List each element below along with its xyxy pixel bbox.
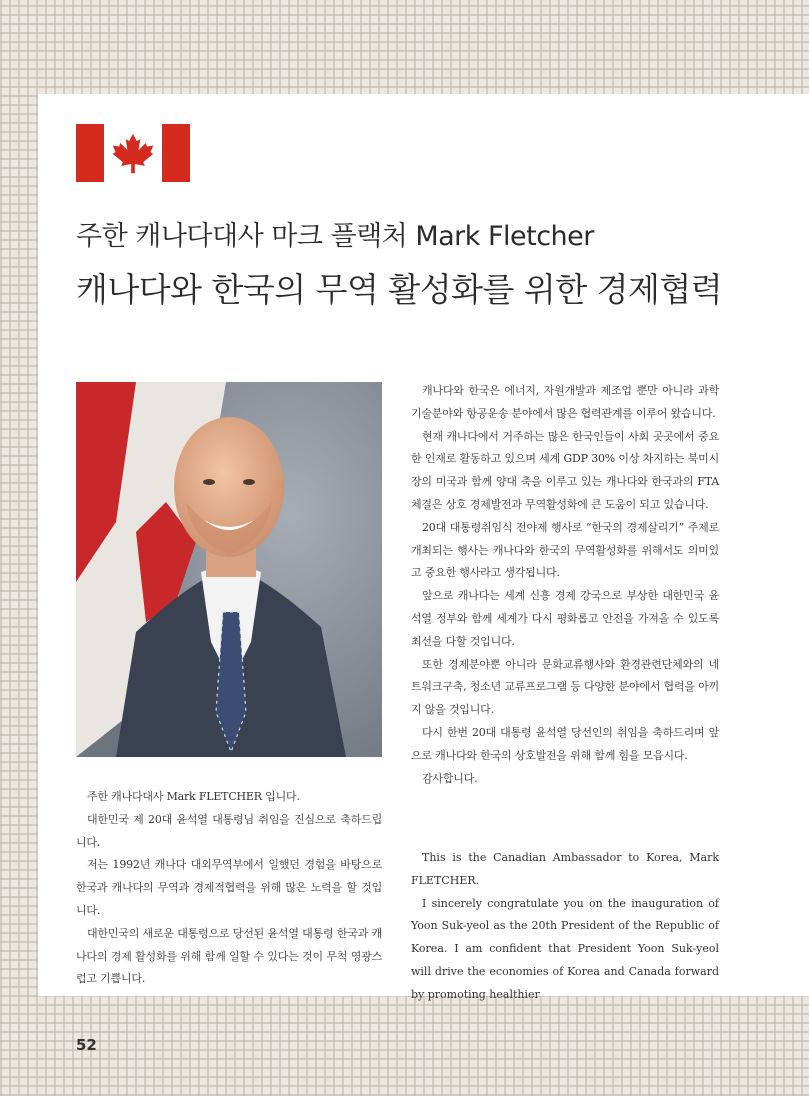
paragraph: 또한 경제분야뿐 아니라 문화교류행사와 환경관련단체와의 네트워크구축, 청소년 교류프로그램 등 다양한 분야에서 협력을 아끼지 않을 것입니다.: [411, 657, 719, 717]
paragraph: 대한민국의 새로운 대통령으로 당선된 윤석열 대통령 한국과 캐나다의 경제 활성화를 위해 함께 일할 수 있다는 것이 무척 영광스럽고 기쁩니다.: [76, 926, 382, 986]
paragraph: 20대 대통령취임식 전야제 행사로 “한국의 경제살리기” 주제로 개최되는 행사는 캐나다와 한국의 무역활성화를 위해서도 의미있고 중요한 행사라고 생각됩니다.: [411, 520, 719, 580]
maple-leaf-icon: [110, 130, 156, 176]
paragraph: 감사합니다.: [422, 771, 478, 785]
paragraph: 앞으로 캐나다는 세계 신흥 경제 강국으로 부상한 대한민국 윤석열 정부와 함께 세계가 다시 평화롭고 안전을 가져올 수 있도록 최선을 다할 것입니다.: [411, 589, 719, 648]
right-column-korean: [411, 380, 719, 790]
paragraph: 다시 한번 20대 대통령 윤석열 당선인의 취임을 축하드리며 앞으로 캐나다와 한국의 상호발전을 위해 함께 힘을 모읍시다.: [411, 725, 719, 762]
paragraph: 대한민국 제 20대 윤석열 대통령님 취임을 진심으로 축하드립니다.: [76, 812, 382, 849]
left-column-korean: [76, 786, 382, 991]
paragraph: 주한 캐나다대사 Mark FLETCHER 입니다.: [87, 790, 300, 803]
canada-flag: [76, 124, 190, 182]
paragraph: This is the Canadian Ambassador to Korea, Mark FLETCHER.: [411, 851, 719, 887]
paragraph: I sincerely congratulate you on the inauguration of Yoon Suk-yeol as the 20th President of the Republic of Korea. I am confident that President Yoon Suk-yeol will drive the economies of Korea and Canada forward by promoting healthier: [411, 896, 719, 1001]
article-title-line1: 주한 캐나다대사 마크 플랙처 Mark Fletcher: [76, 221, 594, 252]
paragraph: 캐나다와 한국은 에너지, 자원개발과 제조업 뿐만 아니라 과학기술분야와 항공운송 분야에서 많은 협력관계를 이루어 왔습니다.: [411, 384, 719, 420]
ambassador-portrait: [76, 382, 382, 757]
article-title-line2: 캐나다와 한국의 무역 활성화를 위한 경제협력: [76, 270, 723, 309]
paragraph: 현재 캐나다에서 거주하는 많은 한국인들이 사회 곳곳에서 중요한 인재로 활동하고 있으며 세계 GDP 30% 이상 차지하는 북미시장의 미국과 함께 양대 축을 이루고 있는 캐나다와 한국과의 FTA 체결은 상호 경제발전과 무역활성화에 큰 도움이 되고 있습니다.: [411, 429, 719, 511]
right-column-english: [411, 847, 719, 1007]
paragraph: 저는 1992년 캐나다 대외무역부에서 일했던 경험을 바탕으로 한국과 캐나다의 무역과 경제적협력을 위해 많은 노력을 할 것입니다.: [76, 858, 382, 917]
page-number: 52: [76, 1036, 97, 1054]
